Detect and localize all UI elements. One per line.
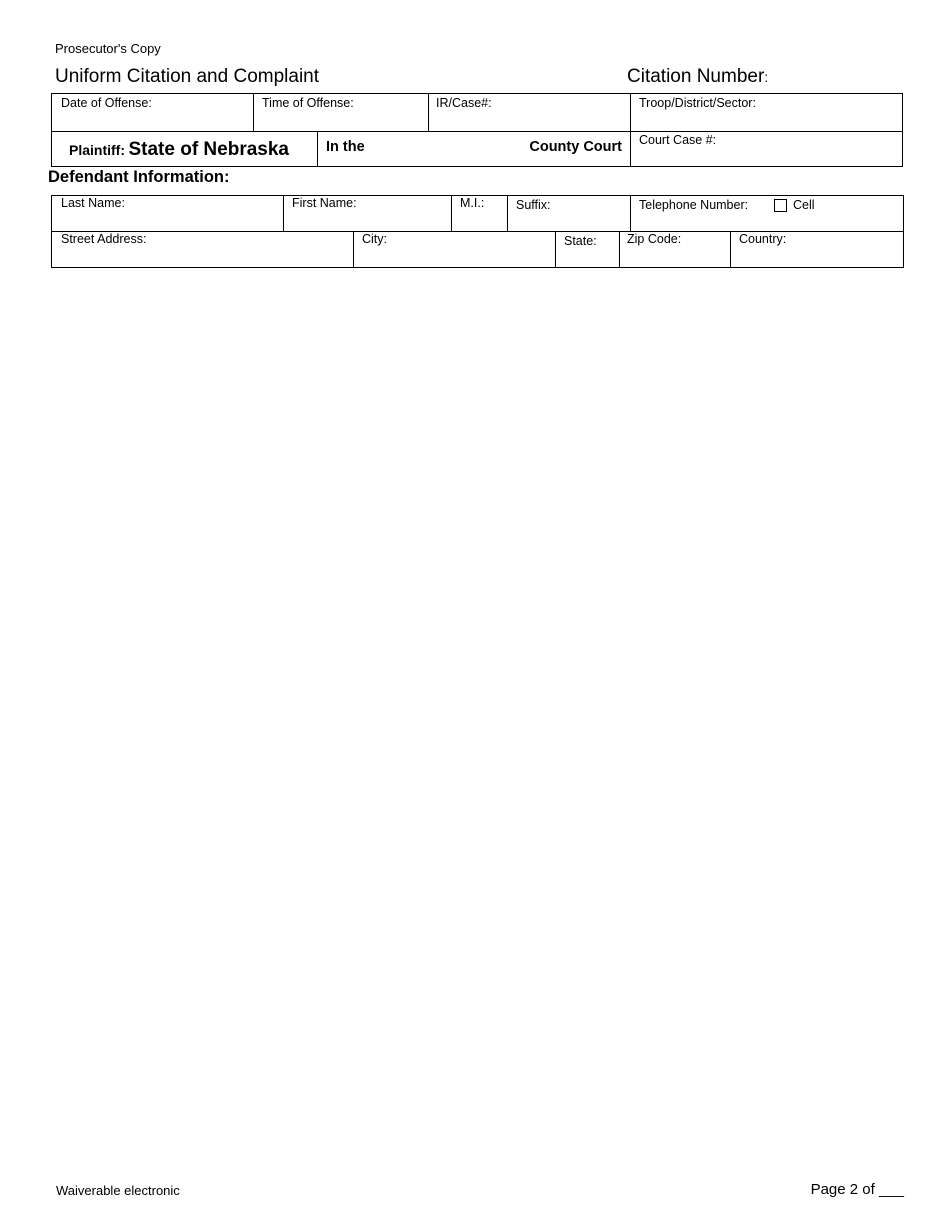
date-of-offense-field[interactable] xyxy=(52,94,253,131)
city-label: City: xyxy=(362,232,387,246)
in-the-label: In the xyxy=(326,139,365,155)
court-case-label: Court Case #: xyxy=(639,133,717,147)
last-name-label: Last Name: xyxy=(61,196,125,210)
cell-checkbox[interactable] xyxy=(774,199,787,212)
street-address-label: Street Address: xyxy=(61,232,147,246)
suffix-label: Suffix: xyxy=(516,198,551,212)
middle-initial-label: M.I.: xyxy=(460,196,485,210)
zip-code-field[interactable] xyxy=(619,232,730,267)
citation-number-label xyxy=(627,66,768,88)
troop-district-sector-field[interactable] xyxy=(630,94,902,131)
time-of-offense-field[interactable] xyxy=(253,94,428,131)
plaintiff-cell xyxy=(52,132,317,166)
telephone-number-label: Telephone Number: xyxy=(639,198,749,212)
date-of-offense-label: Date of Offense: xyxy=(61,96,152,110)
state-label: State: xyxy=(564,234,597,248)
street-address-field[interactable] xyxy=(52,232,353,267)
city-field[interactable] xyxy=(353,232,555,267)
copy-label: Prosecutor's Copy xyxy=(55,41,161,56)
ir-case-field[interactable] xyxy=(428,94,630,131)
form-title: Uniform Citation and Complaint xyxy=(55,66,320,87)
defendant-section-title: Defendant Information: xyxy=(48,168,230,186)
troop-district-sector-label: Troop/District/Sector: xyxy=(639,96,756,110)
citation-number-text: Citation Number xyxy=(627,66,765,87)
time-of-offense-label: Time of Offense: xyxy=(262,96,354,110)
plaintiff-value: State of Nebraska xyxy=(128,139,289,160)
defendant-address-row xyxy=(51,231,904,268)
state-field[interactable] xyxy=(555,232,619,267)
ir-case-label: IR/Case#: xyxy=(436,96,492,110)
first-name-field[interactable] xyxy=(283,196,451,231)
last-name-field[interactable] xyxy=(52,196,283,231)
country-field[interactable] xyxy=(730,232,903,267)
middle-initial-field[interactable] xyxy=(451,196,507,231)
cell-checkbox-label: Cell xyxy=(793,198,815,212)
plaintiff-label: Plaintiff: xyxy=(69,142,125,158)
county-court-label: County Court xyxy=(529,139,622,155)
page-number: Page 2 of ___ xyxy=(810,1181,904,1198)
telephone-number-field[interactable] xyxy=(630,196,903,231)
court-name-cell[interactable] xyxy=(317,132,630,166)
plaintiff xyxy=(69,139,289,161)
zip-code-label: Zip Code: xyxy=(627,232,682,246)
suffix-field[interactable] xyxy=(507,196,630,231)
defendant-name-row xyxy=(51,195,904,232)
first-name-label: First Name: xyxy=(292,196,357,210)
footer-note: Waiverable electronic xyxy=(56,1183,180,1198)
citation-number-colon: : xyxy=(764,69,769,85)
offense-info-row xyxy=(51,93,903,132)
country-label: Country: xyxy=(739,232,787,246)
court-info-row xyxy=(51,131,903,167)
court-case-field[interactable] xyxy=(630,132,902,166)
